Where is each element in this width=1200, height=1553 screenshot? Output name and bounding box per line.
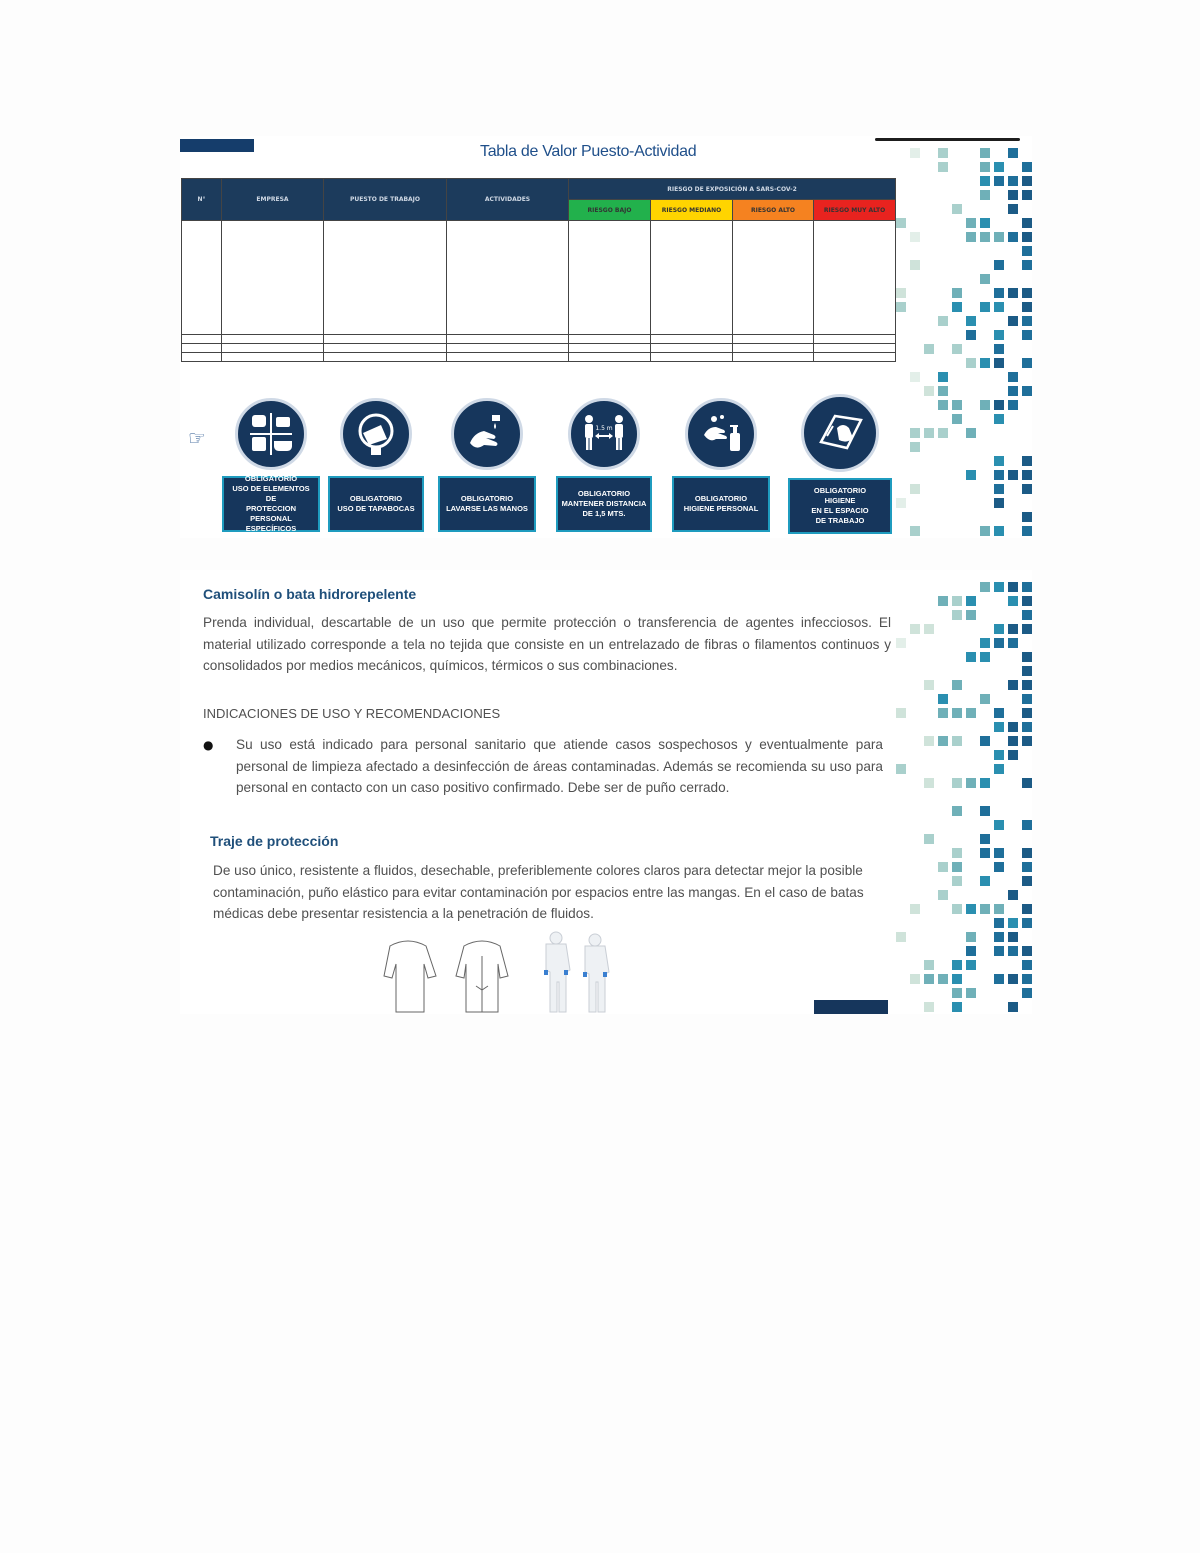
mosaic-tile [896,498,906,508]
risk-medium-header: RIESGO MEDIANO [651,200,733,221]
gown-drawings [376,936,516,1014]
mosaic-tile [1022,484,1032,494]
mosaic-tile [910,484,920,494]
mosaic-tile [952,988,962,998]
mosaic-tile [1008,372,1018,382]
mosaic-tile [1022,190,1032,200]
mosaic-tile [1008,736,1018,746]
mosaic-tile [952,1002,962,1012]
mosaic-tile [980,232,990,242]
mosaic-tile [1022,246,1032,256]
mosaic-tile [994,848,1004,858]
mosaic-tile [938,162,948,172]
mosaic-tile [896,638,906,648]
mosaic-tile [1022,820,1032,830]
mosaic-tile [924,778,934,788]
sign-ppe-label: OBLIGATORIO USO DE ELEMENTOS DE PROTECCION PERSONAL ESPECÍFICOS [222,476,320,532]
mosaic-tile [1008,190,1018,200]
mosaic-tile [966,652,976,662]
section-gown-text: Prenda individual, descartable de un uso que permite protección o transferencia de agentes infecciosos. El material utilizado corresponde a tela no tejida que consiste en un entrelazado de fibras o filamentos continuos y consolidados por medios mecánicos, químicos, térmicos o sus combinaciones. [203,615,891,673]
mosaic-tile [1022,330,1032,340]
mosaic-tile [994,400,1004,410]
mosaic-tile [896,288,906,298]
mosaic-tile [1022,946,1032,956]
mosaic-tile [924,624,934,634]
mosaic-tile [1008,596,1018,606]
mosaic-tile [938,862,948,872]
mosaic-tile [1008,750,1018,760]
mosaic-tile [1008,204,1018,214]
mosaic-tile [994,946,1004,956]
mosaic-tile [896,218,906,228]
mosaic-tile [1022,862,1032,872]
mosaic-tile [966,218,976,228]
section-gown-title: Camisolín o bata hidrorepelente [203,586,417,602]
mosaic-tile [994,470,1004,480]
mosaic-tile [1008,946,1018,956]
mosaic-tile [896,764,906,774]
mosaic-tile [1022,918,1032,928]
protective-suit-photos [540,930,615,1014]
mosaic-tile [966,960,976,970]
mosaic-tile [966,932,976,942]
indications-bullet: Su uso está indicado para personal sanitario que atiende casos sospechosos y eventualmente para personal de limpieza afectado a desinfección de áreas contaminadas. Además se recomienda su uso para personal en contacto con un caso positivo confirmado. Debe ser de puño cerrado. [236,737,883,795]
sign-mask-label: OBLIGATORIO USO DE TAPABOCAS [328,476,424,532]
mosaic-tile [924,1002,934,1012]
mosaic-tile [924,736,934,746]
mosaic-tile [980,652,990,662]
mosaic-tile [938,708,948,718]
mosaic-tile [1022,666,1032,676]
mosaic-tile [994,232,1004,242]
mosaic-tile [938,890,948,900]
mosaic-tile [980,736,990,746]
mosaic-tile [910,260,920,270]
mosaic-tile [980,638,990,648]
table-row [182,353,896,362]
mosaic-tile [952,806,962,816]
mosaic-tile [966,596,976,606]
header-job: PUESTO DE TRABAJO [324,179,447,221]
mosaic-tile [1022,778,1032,788]
mosaic-tile [994,820,1004,830]
mosaic-tile [1022,736,1032,746]
mosaic-tile [952,610,962,620]
mosaic-tile [980,904,990,914]
mosaic-tile [994,498,1004,508]
header-company: EMPRESA [222,179,324,221]
mosaic-tile [952,862,962,872]
mosaic-tile [1008,918,1018,928]
mosaic-tile [980,274,990,284]
mosaic-tile [1008,148,1018,158]
mosaic-tile [1008,932,1018,942]
table-row [182,335,896,344]
mosaic-tile [1008,386,1018,396]
mosaic-tile [952,414,962,424]
mosaic-tile [994,358,1004,368]
mosaic-tile [952,204,962,214]
mosaic-tile [1008,680,1018,690]
mosaic-tile [994,162,1004,172]
top-divider [875,138,1020,141]
distance-text: 1.5 m [595,425,613,432]
mosaic-tile [994,344,1004,354]
mosaic-tile [980,358,990,368]
mosaic-tile [896,708,906,718]
mosaic-tile [994,414,1004,424]
clean-surface-icon [801,394,879,472]
sign-distance-label: OBLIGATORIO MANTENER DISTANCIA DE 1,5 MTS. [556,476,652,532]
mosaic-tile [1022,610,1032,620]
mosaic-tile [980,148,990,158]
mosaic-tile [994,862,1004,872]
indications-title: INDICACIONES DE USO Y RECOMENDACIONES [203,706,501,721]
mosaic-tile [938,148,948,158]
sign-ppe [222,398,320,532]
mosaic-tile [966,988,976,998]
bullet-marker: ● [203,738,214,752]
mosaic-tile [1022,386,1032,396]
mosaic-tile [980,162,990,172]
mosaic-tile [1022,358,1032,368]
mosaic-tile [994,526,1004,536]
mosaic-tile [924,974,934,984]
mosaic-tile [1022,624,1032,634]
mosaic-tile [966,904,976,914]
mosaic-tile [938,316,948,326]
mosaic-tile [1022,694,1032,704]
sign-hygiene [672,398,770,532]
mosaic-tile [938,974,948,984]
mosaic-tile [1022,652,1032,662]
mosaic-tile [980,848,990,858]
sign-mask [328,398,424,532]
mosaic-tile [896,302,906,312]
mosaic-tile [1008,722,1018,732]
mosaic-tile [966,470,976,480]
mosaic-tile [1008,890,1018,900]
mosaic-tile [924,344,934,354]
mosaic-tile [910,442,920,452]
mosaic-tile [994,302,1004,312]
mosaic-tile [952,680,962,690]
mosaic-tile [938,596,948,606]
mosaic-tile [1022,974,1032,984]
table-row [182,344,896,353]
mosaic-tile [1022,218,1032,228]
mosaic-tile [924,386,934,396]
hand-wash-icon [451,398,523,470]
mosaic-tile [1022,316,1032,326]
mosaic-tile [1022,904,1032,914]
mosaic-tile [910,372,920,382]
mosaic-tile [966,358,976,368]
mosaic-tile [910,232,920,242]
mosaic-tile [1008,470,1018,480]
mosaic-tile [980,694,990,704]
mosaic-tile [938,372,948,382]
mosaic-tile [1022,162,1032,172]
mosaic-tile [994,624,1004,634]
mosaic-tile [980,526,990,536]
header-number: N° [182,179,222,221]
mosaic-tile [980,834,990,844]
mosaic-tile [1022,526,1032,536]
mosaic-tile [1008,316,1018,326]
section-suit-text: De uso único, resistente a fluidos, desechable, preferiblemente colores claros para detectar mejor la posible contaminación, puño elástico para evitar contaminación por espacios entre las mangas. En el caso de batas médicas debe presentar resistencia a la penetración de fluidos. [213,863,864,921]
mosaic-tile [966,428,976,438]
mosaic-tile [966,708,976,718]
mosaic-tile [966,946,976,956]
mosaic-tile [910,526,920,536]
mosaic-tile [924,680,934,690]
mosaic-tile [1022,680,1032,690]
sign-handwash [438,398,536,532]
risk-table [181,178,896,362]
mosaic-tile [952,960,962,970]
mosaic-tile [1022,848,1032,858]
risk-low-header: RIESGO BAJO [569,200,651,221]
mosaic-tile [924,960,934,970]
mosaic-tile [1008,232,1018,242]
mosaic-tile [938,428,948,438]
mosaic-tile [994,638,1004,648]
face-mask-icon [340,398,412,470]
mosaic-tile [1008,1002,1018,1012]
mosaic-tile [994,288,1004,298]
mosaic-tile [980,876,990,886]
mosaic-tile [1022,302,1032,312]
mosaic-tile [994,764,1004,774]
mosaic-tile [952,344,962,354]
mosaic-tile [994,260,1004,270]
mosaic-tile [952,904,962,914]
slide-protective-clothing [180,570,1032,1014]
mosaic-tile [1022,512,1032,522]
mosaic-tile [966,330,976,340]
mosaic-tile [1022,232,1032,242]
mosaic-tile [952,302,962,312]
mosaic-tile [980,190,990,200]
mosaic-tile [994,484,1004,494]
mosaic-tile [910,428,920,438]
table-row [182,221,896,335]
mosaic-tile [1008,638,1018,648]
header-risk-group: RIESGO DE EXPOSICIÓN A SARS-COV-2 [569,179,896,200]
mosaic-tile [994,932,1004,942]
section-suit-title: Traje de protección [210,833,339,849]
mosaic-tile [1022,470,1032,480]
mosaic-tile [994,904,1004,914]
mosaic-tile [910,904,920,914]
mosaic-tile [952,848,962,858]
mosaic-tile [1022,708,1032,718]
mosaic-tile [910,148,920,158]
mosaic-tile [980,302,990,312]
mosaic-tile [994,708,1004,718]
mosaic-tile [994,974,1004,984]
ppe-icon [235,398,307,470]
mosaic-tile [994,918,1004,928]
mosaic-tile [1008,288,1018,298]
sign-hygiene-label: OBLIGATORIO HIGIENE PERSONAL [672,476,770,532]
mosaic-tile [966,316,976,326]
mosaic-tile [1022,722,1032,732]
mosaic-tile [1008,176,1018,186]
pointing-hand-icon: ☞ [188,426,206,450]
mosaic-tile [994,176,1004,186]
mosaic-tile [924,834,934,844]
mosaic-tile [994,456,1004,466]
sign-workspace-label: OBLIGATORIO HIGIENE EN EL ESPACIO DE TRABAJO [788,478,892,534]
mosaic-tile [952,288,962,298]
header-activities: ACTIVIDADES [447,179,569,221]
mosaic-tile [966,778,976,788]
mosaic-tile [938,400,948,410]
mosaic-tile [952,400,962,410]
mosaic-tile [1022,260,1032,270]
mosaic-tile [994,582,1004,592]
mosaic-tile [980,582,990,592]
mosaic-tile [924,428,934,438]
mosaic-tile [1008,624,1018,634]
mosaic-tile [896,932,906,942]
mosaic-tile [1022,456,1032,466]
mosaic-tile [1022,288,1032,298]
sign-workspace [788,394,892,534]
mosaic-tile [952,708,962,718]
footer-tab [814,1000,888,1014]
slide-risk-table [180,136,1032,538]
mosaic-tile [952,778,962,788]
mosaic-tile [1008,582,1018,592]
mosaic-tile [1008,400,1018,410]
mosaic-tile [938,386,948,396]
logo-tab [180,139,254,152]
mosaic-tile [910,624,920,634]
mosaic-tile [1022,176,1032,186]
mosaic-tile [938,694,948,704]
mosaic-tile [938,736,948,746]
mosaic-tile [994,750,1004,760]
risk-very-high-header: RIESGO MUY ALTO [814,200,896,221]
mosaic-tile [994,330,1004,340]
distance-icon [568,398,640,470]
mosaic-tile [994,722,1004,732]
risk-high-header: RIESGO ALTO [733,200,814,221]
mosaic-tile [952,596,962,606]
mosaic-tile [1022,960,1032,970]
mosaic-tile [1008,974,1018,984]
hygiene-icon [685,398,757,470]
mosaic-tile [980,778,990,788]
mosaic-tile [1022,876,1032,886]
table-title: Tabla de Valor Puesto-Actividad [480,143,697,160]
mosaic-tile [952,974,962,984]
sign-distance [556,398,652,532]
mosaic-tile [980,218,990,228]
mosaic-tile [980,400,990,410]
mosaic-tile [1022,582,1032,592]
mosaic-tile [952,736,962,746]
mosaic-tile [966,610,976,620]
mosaic-tile [980,806,990,816]
mosaic-tile [952,876,962,886]
sign-handwash-label: OBLIGATORIO LAVARSE LAS MANOS [438,476,536,532]
mosaic-tile [980,176,990,186]
mosaic-tile [910,974,920,984]
mosaic-tile [1022,988,1032,998]
mosaic-tile [1022,596,1032,606]
mosaic-tile [966,232,976,242]
